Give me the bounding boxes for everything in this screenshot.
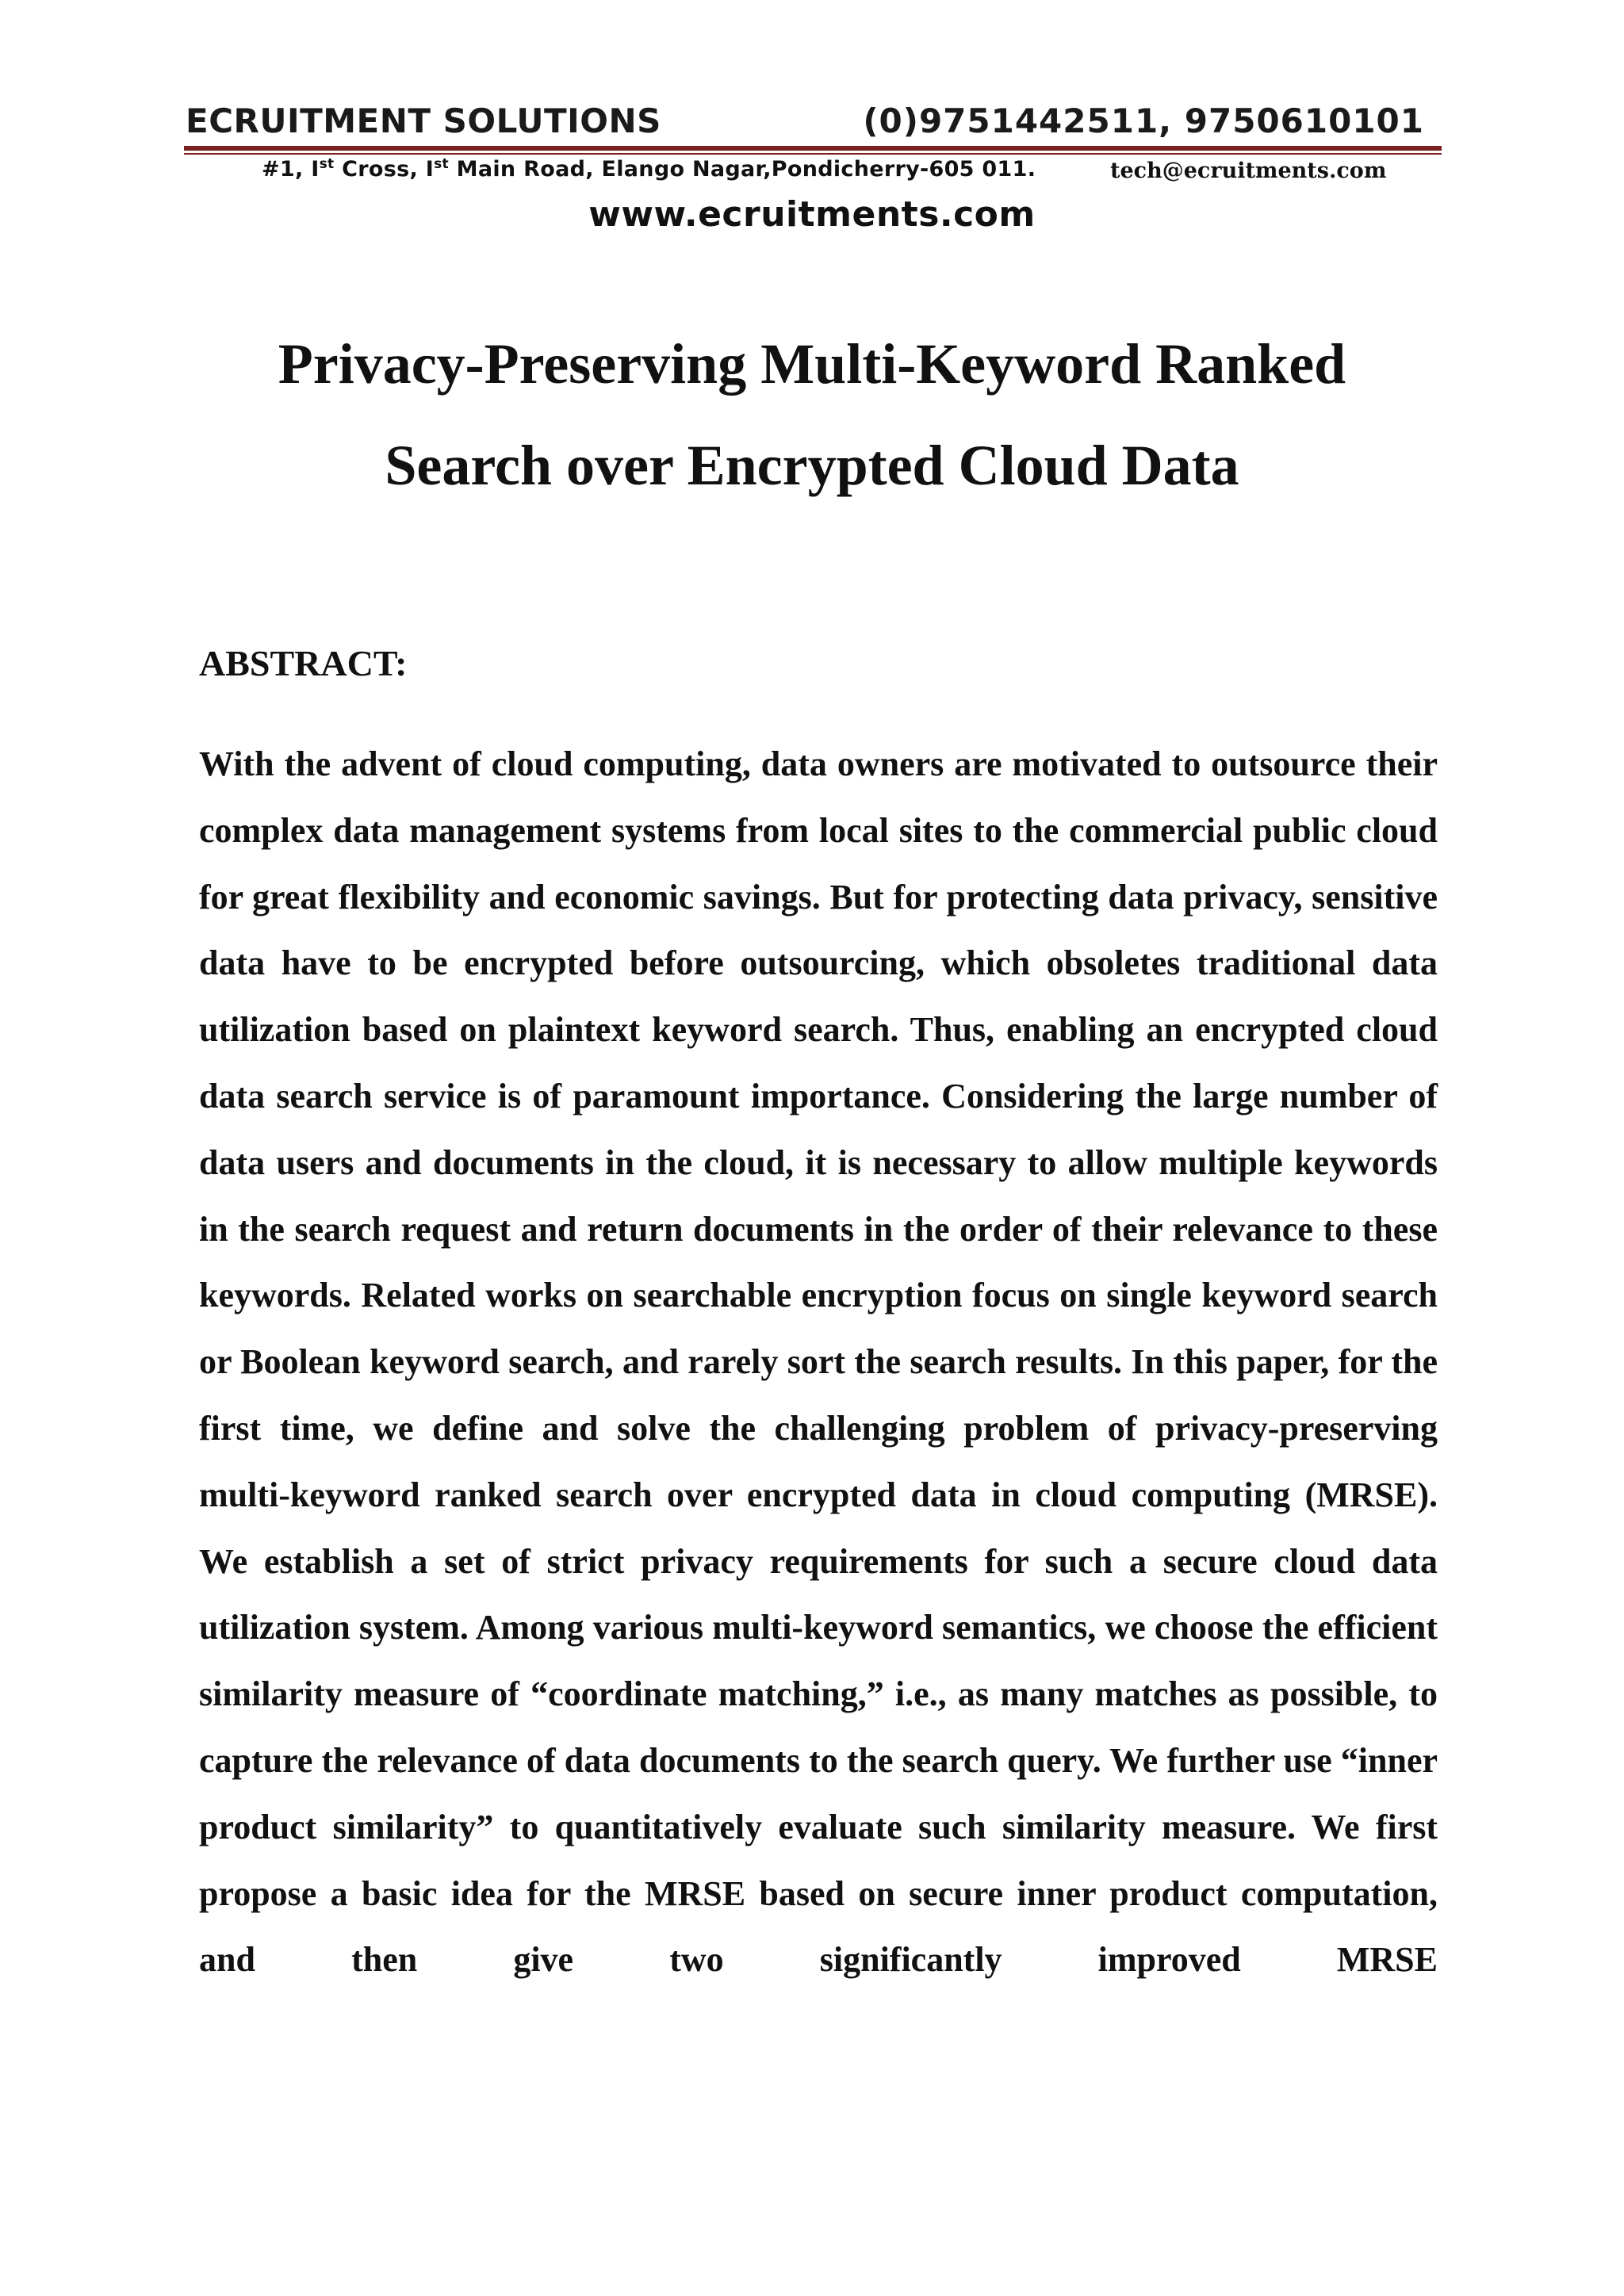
abstract-text: With the advent of cloud computing, data owners are motivated to outsource their complex data management systems from local sites to the commercial public cloud for great flexibility and economic savings. But for protecting data privacy, sensitive data have to be encrypted before outsourcing, which obsoletes traditional data utilization based on plaintext keyword search. Thus, enabling an encrypted cloud data search service is of paramount importance. Considering the large number of data users and documents in the cloud, it is necessary to allow multiple keywords in the search request and return documents in the order of their relevance to these keywords. Related works on searchable encryption focus on single keyword search or Boolean keyword search, and rarely sort the search results. In this paper, for the first time, we define and solve the challenging problem of privacy-preserving multi-keyword ranked search over encrypted data in cloud computing (MRSE). We establish a set of strict privacy requirements for such a secure cloud data utilization system. Among various multi-keyword semantics, we choose the efficient similarity measure of “coordinate matching,” i.e., as many matches as possible, to capture the relevance of data documents to the search query. We further use “inner product similarity” to quantitatively evaluate such similarity measure. We first propose a basic idea for the MRSE based on secure inner product computation, and then give two significantly improved MRSE [199,744,1438,1980]
title-line-1: Privacy-Preserving Multi-Keyword Ranked [278,332,1346,396]
header-rule-thick [184,146,1442,151]
section-heading: ABSTRACT: [199,643,408,683]
phone-numbers: (0)9751442511, 9750610101 [863,101,1424,140]
header-rule-thin [184,153,1442,155]
address-row [262,157,1388,186]
paper-title [0,313,1624,516]
company-email: tech@ecruitments.com [1110,159,1387,183]
letterhead [186,95,1440,151]
company-website: www.ecruitments.com [588,194,1036,235]
company-address: #1, Ist Cross, Ist Main Road, Elango Nagar,Pondicherry-605 011. [262,156,1036,182]
company-name: ECRUITMENT SOLUTIONS [186,101,661,140]
title-line-2: Search over Encrypted Cloud Data [385,434,1239,497]
